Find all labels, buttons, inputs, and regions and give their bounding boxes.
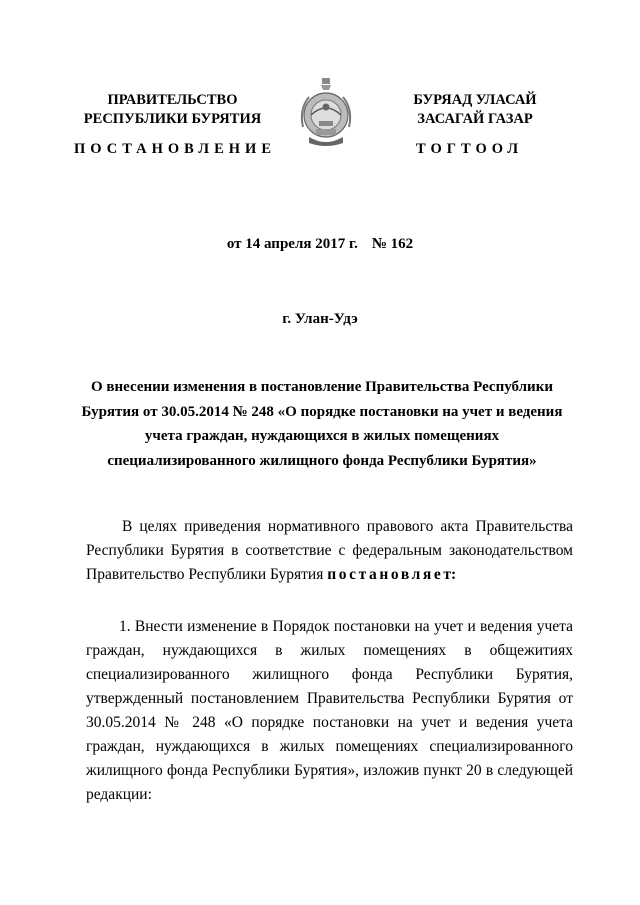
- document-date: от 14 апреля 2017 г.: [226, 236, 358, 252]
- document-title: О внесении изменения в постановление Правительства Республики Бурятия от 30.05.2014 № 248 «О порядке постановки на учет и ведения учета граждан, нуждающихся в жилых помещениях специализированного жилищного фонда Республики Бурятия»: [81, 379, 563, 469]
- city-line: г. Улан-Удэ: [282, 311, 358, 327]
- header-left-line2: РЕСПУБЛИКИ БУРЯТИЯ: [83, 111, 262, 127]
- preamble-paragraph: [86, 515, 573, 587]
- item-1-paragraph: [86, 615, 573, 807]
- header-right-doc-type: ТОГТООЛ: [416, 141, 524, 157]
- header-right-line1: БУРЯАД УЛАСАЙ: [413, 92, 537, 108]
- header-right-block: [375, 91, 575, 129]
- date-line: [0, 236, 640, 253]
- header-right-line2: ЗАСАГАЙ ГАЗАР: [417, 111, 533, 127]
- resolves-word-end: т:: [443, 566, 457, 583]
- resolves-word: постановляе: [327, 566, 444, 583]
- item-1-text: 1. Внести изменение в Порядок постановки на учет и ведения учета граждан, нуждающихся в жилых помещениях в общежитиях специализированного жилищного фонда Республики Бурятия, утвержденный постановлением Правительства Республики Бурятия от 30.05.2014 № 248 «О порядке постановки на учет и ведения учета граждан, нуждающихся в жилых помещениях специализированного жилищного фонда Республики Бурятия», изложив пункт 20 в следующей редакции:: [86, 618, 573, 803]
- preamble-text: В целях приведения нормативного правового акта Правительства Республики Бурятия в соответствие с федеральным законодательством Правительство Республики Бурятия: [86, 518, 573, 583]
- header-left-line1: ПРАВИТЕЛЬСТВО: [107, 92, 238, 108]
- republic-emblem-icon: [295, 77, 357, 149]
- document-number: № 162: [371, 236, 414, 252]
- header-left-block: [60, 91, 285, 129]
- header-left-doc-type: ПОСТАНОВЛЕНИЕ: [74, 141, 277, 157]
